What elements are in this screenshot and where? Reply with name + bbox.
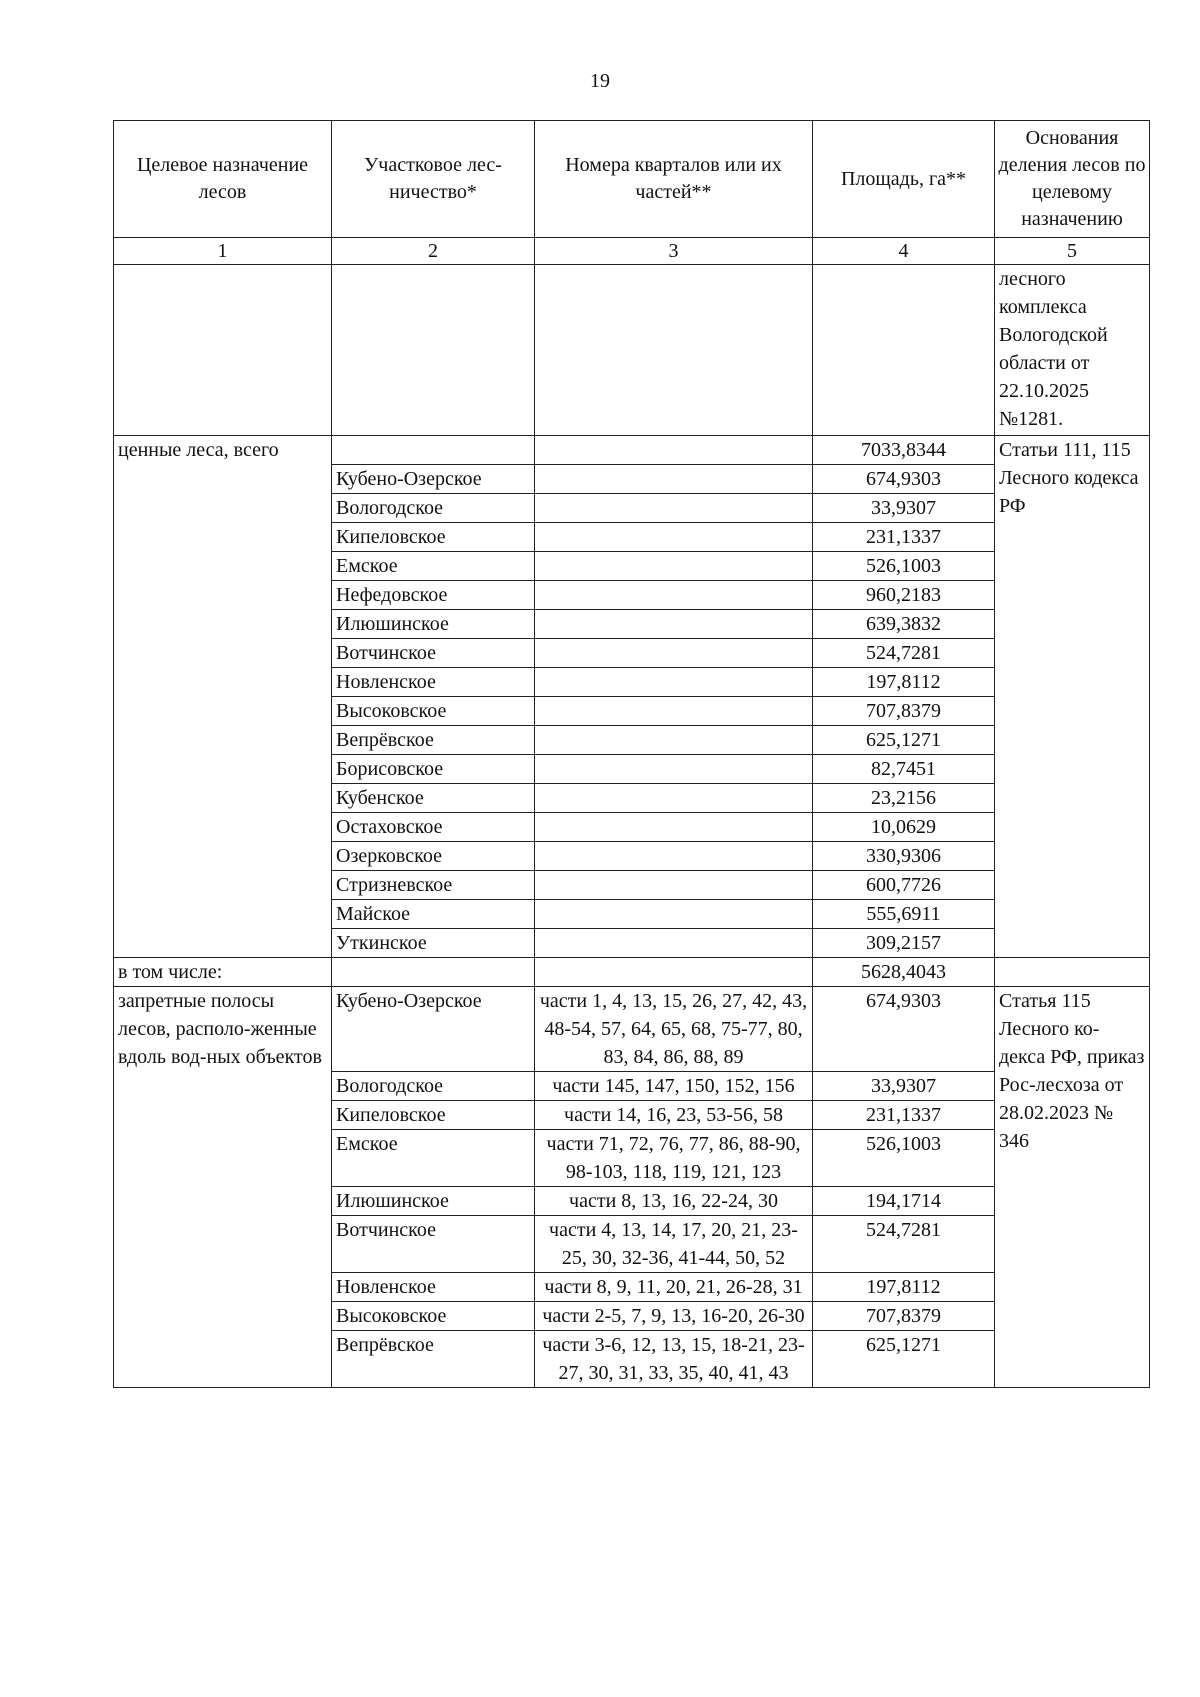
header-purpose: Целевое назначение лесов bbox=[114, 121, 332, 238]
district-name: Вотчинское bbox=[332, 1216, 535, 1273]
strips-basis: Статья 115 Лесного ко-декса РФ, приказ Рос-лесхоза от 28.02.2023 № 346 bbox=[995, 987, 1150, 1388]
district-name: Вотчинское bbox=[332, 639, 535, 668]
area-value: 526,1003 bbox=[813, 1130, 995, 1187]
district-name: Новленское bbox=[332, 668, 535, 697]
column-number: 4 bbox=[813, 238, 995, 265]
header-row bbox=[114, 121, 1150, 238]
quarter-numbers: части 3-6, 12, 13, 15, 18-21, 23-27, 30, 31, 33, 35, 40, 41, 43 bbox=[535, 1331, 813, 1388]
quarter-numbers: части 145, 147, 150, 152, 156 bbox=[535, 1072, 813, 1101]
area-value: 33,9307 bbox=[813, 494, 995, 523]
continuation-row bbox=[114, 265, 1150, 436]
page-number: 19 bbox=[590, 70, 610, 92]
area-value: 600,7726 bbox=[813, 871, 995, 900]
district-name: Озерковское bbox=[332, 842, 535, 871]
area-value: 674,9303 bbox=[813, 987, 995, 1072]
district-name: Кубено-Озерское bbox=[332, 465, 535, 494]
area-value: 674,9303 bbox=[813, 465, 995, 494]
valuable-total-area: 7033,8344 bbox=[813, 436, 995, 465]
quarter-numbers: части 71, 72, 76, 77, 86, 88-90, 98-103, 118, 119, 121, 123 bbox=[535, 1130, 813, 1187]
area-value: 231,1337 bbox=[813, 1101, 995, 1130]
area-value: 194,1714 bbox=[813, 1187, 995, 1216]
district-name: Вологодское bbox=[332, 1072, 535, 1101]
area-value: 555,6911 bbox=[813, 900, 995, 929]
header-district: Участковое лес-ничество* bbox=[332, 121, 535, 238]
forest-purpose-table bbox=[113, 120, 1150, 1388]
area-value: 10,0629 bbox=[813, 813, 995, 842]
quarter-numbers: части 14, 16, 23, 53-56, 58 bbox=[535, 1101, 813, 1130]
including-row bbox=[114, 958, 1150, 987]
area-value: 197,8112 bbox=[813, 1273, 995, 1302]
column-number-row bbox=[114, 238, 1150, 265]
district-name: Борисовское bbox=[332, 755, 535, 784]
district-name: Высоковское bbox=[332, 1302, 535, 1331]
area-value: 625,1271 bbox=[813, 726, 995, 755]
area-value: 197,8112 bbox=[813, 668, 995, 697]
quarter-numbers: части 8, 13, 16, 22-24, 30 bbox=[535, 1187, 813, 1216]
including-total-area: 5628,4043 bbox=[813, 958, 995, 987]
header-basis: Основания деления лесов по целевому назначению bbox=[995, 121, 1150, 238]
district-name: Майское bbox=[332, 900, 535, 929]
quarter-numbers: части 4, 13, 14, 17, 20, 21, 23-25, 30, 32-36, 41-44, 50, 52 bbox=[535, 1216, 813, 1273]
area-value: 23,2156 bbox=[813, 784, 995, 813]
district-name: Вологодское bbox=[332, 494, 535, 523]
column-number: 5 bbox=[995, 238, 1150, 265]
continuation-basis: лесного комплекса Вологодской области от 22.10.2025 №1281. bbox=[995, 265, 1150, 436]
valuable-total-row bbox=[114, 436, 1150, 465]
quarter-numbers: части 8, 9, 11, 20, 21, 26-28, 31 bbox=[535, 1273, 813, 1302]
including-label: в том числе: bbox=[114, 958, 332, 987]
area-value: 639,3832 bbox=[813, 610, 995, 639]
district-name: Кубено-Озерское bbox=[332, 987, 535, 1072]
district-name: Вепрёвское bbox=[332, 726, 535, 755]
district-name: Высоковское bbox=[332, 697, 535, 726]
area-value: 330,9306 bbox=[813, 842, 995, 871]
district-name: Нефедовское bbox=[332, 581, 535, 610]
district-name: Илюшинское bbox=[332, 610, 535, 639]
header-quarters: Номера кварталов или их частей** bbox=[535, 121, 813, 238]
district-name: Кипеловское bbox=[332, 1101, 535, 1130]
area-value: 625,1271 bbox=[813, 1331, 995, 1388]
district-name: Емское bbox=[332, 1130, 535, 1187]
district-name: Остаховское bbox=[332, 813, 535, 842]
header-area: Площадь, га** bbox=[813, 121, 995, 238]
area-value: 960,2183 bbox=[813, 581, 995, 610]
strips-purpose: запретные полосы лесов, располо-женные вдоль вод-ных объектов bbox=[114, 987, 332, 1388]
quarter-numbers: части 2-5, 7, 9, 13, 16-20, 26-30 bbox=[535, 1302, 813, 1331]
area-value: 707,8379 bbox=[813, 697, 995, 726]
district-name: Емское bbox=[332, 552, 535, 581]
area-value: 82,7451 bbox=[813, 755, 995, 784]
column-number: 3 bbox=[535, 238, 813, 265]
area-value: 524,7281 bbox=[813, 639, 995, 668]
area-value: 707,8379 bbox=[813, 1302, 995, 1331]
column-number: 2 bbox=[332, 238, 535, 265]
quarter-numbers: части 1, 4, 13, 15, 26, 27, 42, 43, 48-54, 57, 64, 65, 68, 75-77, 80, 83, 84, 86, 88, 89 bbox=[535, 987, 813, 1072]
district-name: Новленское bbox=[332, 1273, 535, 1302]
area-value: 231,1337 bbox=[813, 523, 995, 552]
district-name: Стризневское bbox=[332, 871, 535, 900]
district-name: Кубенское bbox=[332, 784, 535, 813]
valuable-purpose: ценные леса, всего bbox=[114, 436, 332, 958]
area-value: 526,1003 bbox=[813, 552, 995, 581]
district-name: Уткинское bbox=[332, 929, 535, 958]
area-value: 33,9307 bbox=[813, 1072, 995, 1101]
valuable-basis: Статьи 111, 115 Лесного кодекса РФ bbox=[995, 436, 1150, 958]
district-name: Кипеловское bbox=[332, 523, 535, 552]
district-name: Вепрёвское bbox=[332, 1331, 535, 1388]
area-value: 309,2157 bbox=[813, 929, 995, 958]
table-row bbox=[114, 987, 1150, 1072]
district-name: Илюшинское bbox=[332, 1187, 535, 1216]
area-value: 524,7281 bbox=[813, 1216, 995, 1273]
column-number: 1 bbox=[114, 238, 332, 265]
